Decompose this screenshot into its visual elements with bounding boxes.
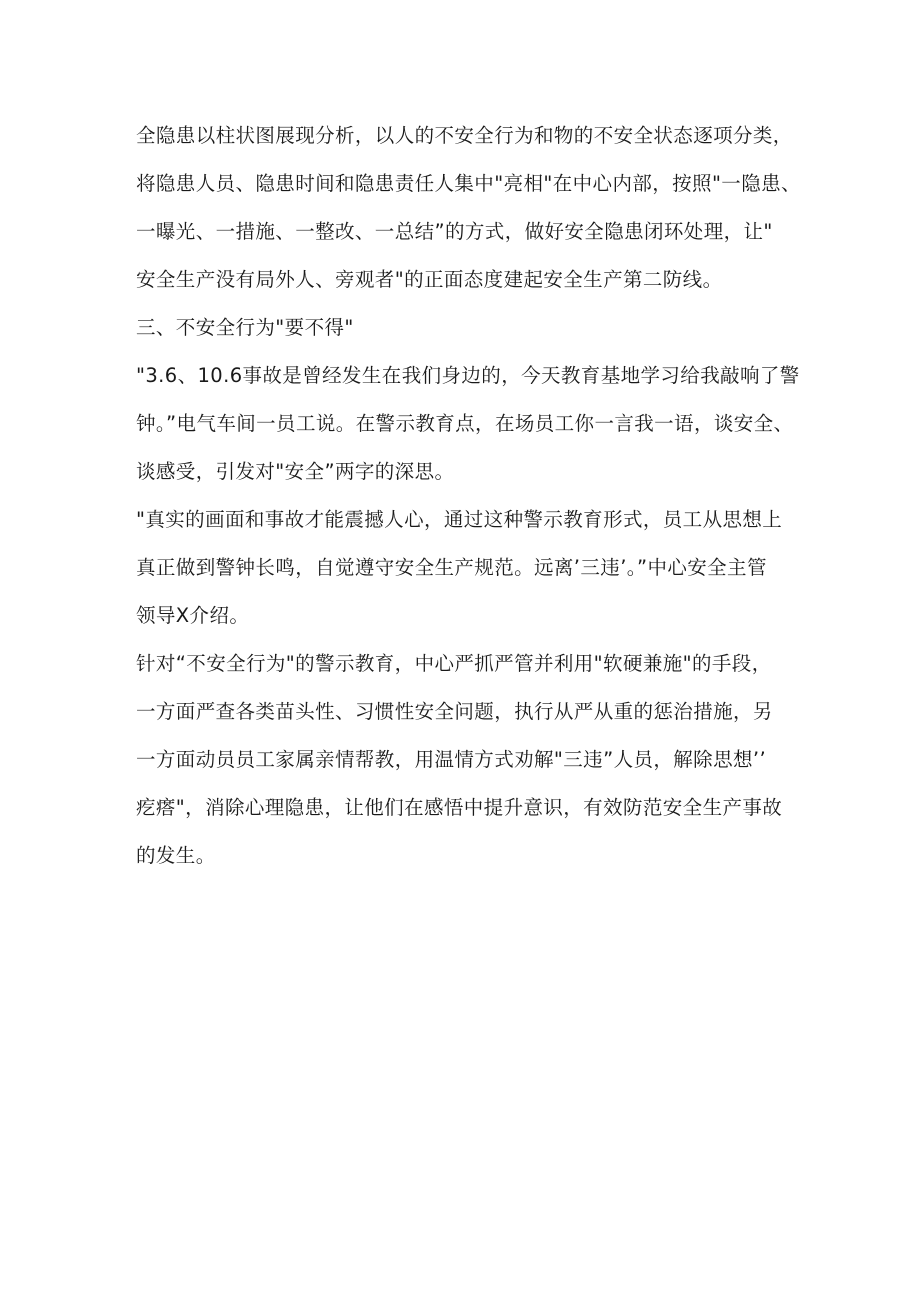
- text-line: 全隐患以柱状图展现分析，以人的不安全行为和物的不安全状态逐项分类，: [136, 124, 793, 147]
- text-line: 钟。”电气车间一员工说。在警示教育点，在场员工你一言我一语，谈安全、: [136, 412, 794, 435]
- text-line: 疙瘩"，消除心理隐患，让他们在感悟中提升意识，有效防范安全生产事故: [136, 796, 783, 819]
- text-line: 一方面动员员工家属亲情帮教，用温情方式劝解"三违”人员，解除思想’’: [136, 748, 767, 771]
- text-line: 的发生。: [136, 844, 216, 867]
- text-line: 领导X介绍。: [136, 604, 250, 627]
- text-line: 针对“不安全行为"的警示教育，中心严抓严管并利用"软硬兼施"的手段，: [136, 652, 772, 675]
- text-line: 一曝光、一措施、一整改、一总结”的方式，做好安全隐患闭环处理，让": [136, 220, 773, 243]
- text-line: 安全生产没有局外人、旁观者"的正面态度建起安全生产第二防线。: [136, 268, 723, 291]
- paragraph-hazard-display: [136, 112, 816, 304]
- paragraph-worker-quote: [136, 352, 816, 496]
- text-line: "3.6、10.6事故是曾经发生在我们身边的，今天教育基地学习给我敲响了警: [136, 364, 800, 387]
- paragraph-measures: [136, 640, 816, 880]
- text-line: 真正做到警钟长鸣，自觉遵守安全生产规范。远离’三违’。”中心安全主管: [136, 556, 767, 579]
- text-line: 一方面严查各类苗头性、习惯性安全问题，执行从严从重的惩治措施，另: [136, 700, 773, 723]
- text-line: "真实的画面和事故才能震撼人心，通过这种警示教育形式，员工从思想上: [136, 508, 783, 531]
- document-body: [136, 112, 816, 880]
- paragraph-leader-quote: [136, 496, 816, 640]
- section-heading-unsafe-behavior: [136, 304, 816, 352]
- text-line: 谈感受，引发对"安全”两字的深思。: [136, 460, 455, 483]
- text-line: 将隐患人员、隐患时间和隐患责任人集中"亮相"在中心内部，按照"一隐患、: [136, 172, 801, 195]
- section-heading: 三、不安全行为"要不得": [136, 316, 354, 339]
